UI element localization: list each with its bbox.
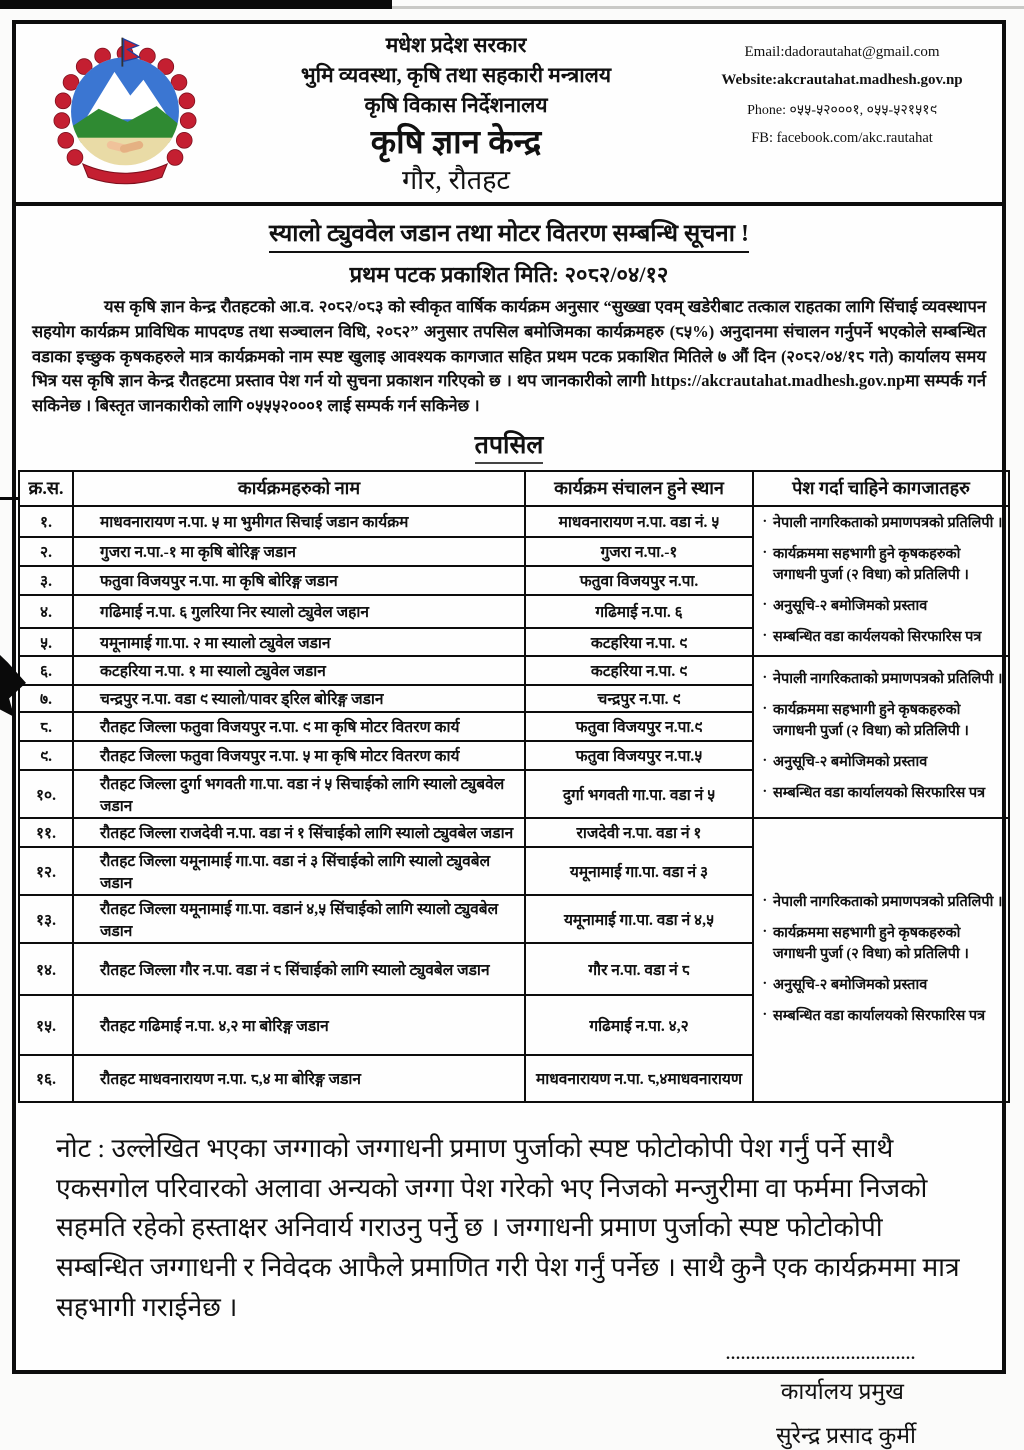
serial-cell: १३. <box>19 895 73 943</box>
program-name-cell: यमूनामाई गा.पा. २ मा स्यालो ट्युवेल जडान <box>73 628 525 656</box>
program-name-cell: रौतहट माधवनारायण न.पा. ८,४ मा बोरिङ्ग जडान <box>73 1055 525 1102</box>
place-cell: फतुवा विजयपुर न.पा.९ <box>525 712 753 741</box>
serial-cell: २. <box>19 537 73 566</box>
contact-phone: Phone: ०५५-५२०००१, ०५५-५२१५१९ <box>747 103 937 118</box>
place-cell: माधवनारायण न.पा. ८,४माधवनारायण <box>525 1055 753 1102</box>
program-name-cell: रौतहट जिल्ला फतुवा विजयपुर न.पा. ५ मा कृषि मोटर वितरण कार्य <box>73 741 525 770</box>
program-name-cell: रौतहट जिल्ला दुर्गा भगवती गा.पा. वडा नं ५ सिचाईको लागि स्यालो ट्युबवेल जडान <box>73 770 525 818</box>
notice-body-paragraph: यस कृषि ज्ञान केन्द्र रौतहटको आ.व. २०८२/०८३ को स्वीकृत वार्षिक कार्यक्रम अनुसार “सुख्खा एवम् खडेरीबाट तत्काल राहतका लागि सिंचाई व्यवस्थापन सहयोग कार्यक्रम प्राविधिक मापदण्ड तथा सञ्चालन विधि, २०८२” अनुसार तपसिल बमोजिमका कार्यक्रमहरु (८५%) अनुदानमा संचालन गर्नुपर्ने भएकोले सम्बन्धित वडाका इच्छुक कृषकहरुले मात्र कार्यक्रमको नाम स्पष्ट खुलाइ आवश्यक कागजात सहित प्रथम पटक प्रकाशित मितिले ७ औं दिन (२०८२/०४/१८ गते) कार्यालय समय भित्र यस कृषि ज्ञान केन्द्र रौतहटमा प्रस्ताव पेश गर्न यो सुचना प्रकाशन गरिएको छ । थप जानकारीको लागी https://akcrautahat.madhesh.gov.npमा सम्पर्क गर्न सकिनेछ । बिस्तृत जानकारीको लागि ०५५५२०००१ लाई सम्पर्क गर्न सकिनेछ । <box>32 297 986 415</box>
serial-cell: ९. <box>19 741 73 770</box>
signature-block <box>56 1346 916 1450</box>
place-cell: फतुवा विजयपुर न.पा. <box>525 566 753 595</box>
serial-cell: १२. <box>19 847 73 895</box>
schedule-heading-text: तपसिल <box>475 427 544 464</box>
serial-cell: १. <box>19 506 73 537</box>
serial-cell: ५. <box>19 628 73 656</box>
notice-title <box>30 216 988 253</box>
directorate-name: कृषि विकास निर्देशनालय <box>364 93 548 118</box>
documents-cell <box>753 506 1009 656</box>
government-emblem-logo <box>30 30 220 198</box>
office-location: गौर, रौतहट <box>401 165 511 195</box>
serial-cell: ६. <box>19 656 73 685</box>
program-name-cell: फतुवा विजयपुर न.पा. मा कृषि बोरिङ्ग जडान <box>73 566 525 595</box>
place-cell: कटहरिया न.पा. ९ <box>525 628 753 656</box>
documents-list <box>762 513 1004 648</box>
place-cell: दुर्गा भगवती गा.पा. वडा नं ५ <box>525 770 753 818</box>
contact-block <box>692 30 992 198</box>
schedule-table-header <box>19 471 1009 506</box>
signatory-name: सुरेन्द्र प्रसाद कुर्मी <box>776 1422 916 1448</box>
column-header-1: कार्यक्रमहरुको नाम <box>73 471 525 506</box>
place-cell: गौर न.पा. वडा नं ८ <box>525 943 753 995</box>
program-name-cell: गढिमाई न.पा. ६ गुलरिया निर स्यालो ट्युवेल जहान <box>73 595 525 628</box>
column-header-0: क्र.स. <box>19 471 73 506</box>
schedule-heading <box>30 427 988 464</box>
document-frame <box>12 20 1006 1448</box>
document-requirement-item: . नेपाली नागरिकताको प्रमाणपत्रको प्रतिलिपी । <box>762 892 1004 913</box>
contact-facebook: FB: facebook.com/akc.rautahat <box>751 130 933 146</box>
program-name-cell: रौतहट जिल्ला यमूनामाई गा.पा. वडा नं ३ सिंचाईको लागि स्यालो ट्युवबेल जडान <box>73 847 525 895</box>
documents-list <box>762 892 1004 1027</box>
signatory-designation: कार्यालय प्रमुख <box>780 1378 904 1404</box>
program-name-cell: चन्द्रपुर न.पा. वडा ९ स्यालो/पावर ड्रिल बोरिङ्ग जडान <box>73 685 525 712</box>
column-header-2: कार्यक्रम संचालन हुने स्थान <box>525 471 753 506</box>
serial-cell: १०. <box>19 770 73 818</box>
program-name-cell: कटहरिया न.पा. १ मा स्यालो ट्युवेल जडान <box>73 656 525 685</box>
scan-artifact-top-bar <box>0 0 392 9</box>
place-cell: गढिमाई न.पा. ६ <box>525 595 753 628</box>
serial-cell: १४. <box>19 943 73 995</box>
serial-cell: १६. <box>19 1055 73 1102</box>
place-cell: यमूनामाई गा.पा. वडा नं ४,५ <box>525 895 753 943</box>
serial-cell: १५. <box>19 995 73 1055</box>
document-requirement-item: . अनुसूचि-२ बमोजिमको प्रस्ताव <box>762 975 1004 996</box>
contact-email: Email:dadorautahat@gmail.com <box>744 44 940 60</box>
letterhead <box>16 24 1002 206</box>
place-cell: गुजरा न.पा.-१ <box>525 537 753 566</box>
place-cell: माधवनारायण न.पा. वडा नं. ५ <box>525 506 753 537</box>
serial-cell: ७. <box>19 685 73 712</box>
note-section <box>16 1103 1002 1450</box>
document-requirement-item: . सम्बन्धित वडा कार्यलयको सिरफारिस पत्र <box>762 627 1004 648</box>
notice-section <box>16 206 1002 464</box>
table-row <box>19 818 1009 847</box>
program-name-cell: रौतहट जिल्ला यमूनामाई गा.पा. वडानं ४,५ सिंचाईको लागि स्यालो ट्युवबेल जडान <box>73 895 525 943</box>
document-requirement-item: . कार्यक्रममा सहभागी हुने कृषकहरुको जगाधनी पुर्जा (२ विधा) को प्रतिलिपी । <box>762 923 1004 965</box>
nepal-emblem-icon <box>46 35 204 193</box>
document-requirement-item: . नेपाली नागरिकताको प्रमाणपत्रको प्रतिलिपी । <box>762 513 1004 534</box>
table-row <box>19 656 1009 685</box>
office-name: कृषि ज्ञान केन्द्र <box>370 124 542 161</box>
document-requirement-item: . कार्यक्रममा सहभागी हुने कृषकहरुको जगाधनी पुर्जा (२ विधा) को प्रतिलिपी । <box>762 544 1004 586</box>
place-cell: चन्द्रपुर न.पा. ९ <box>525 685 753 712</box>
place-cell: कटहरिया न.पा. ९ <box>525 656 753 685</box>
scan-artifact-top-line <box>380 6 1024 9</box>
place-cell: गढिमाई न.पा. ४,२ <box>525 995 753 1055</box>
ministry-name: भुमि व्यवस्था, कृषि तथा सहकारी मन्त्रालय <box>300 63 612 88</box>
letterhead-titles <box>220 30 692 198</box>
document-requirement-item: . कार्यक्रममा सहभागी हुने कृषकहरुको जगाधनी पुर्जा (२ विधा) को प्रतिलिपी । <box>762 700 1004 742</box>
documents-cell <box>753 818 1009 1102</box>
published-date-line: प्रथम पटक प्रकाशित मिति: २०८२/०४/१२ <box>349 262 669 287</box>
place-cell: राजदेवी न.पा. वडा नं १ <box>525 818 753 847</box>
program-name-cell: रौतहट जिल्ला गौर न.पा. वडा नं ८ सिंचाईको लागि स्यालो ट्युवबेल जडान <box>73 943 525 995</box>
note-paragraph: नोट : उल्लेखित भएका जग्गाको जग्गाधनी प्रमाण पुर्जाको स्पष्ट फोटोकोपी पेश गर्नुं पर्ने साथै एकसगोल परिवारको अलावा अन्यको जग्गा पेश गरेको भए निजको मन्जुरीमा वा फर्ममा निजको सहमति रहेको हस्ताक्षर अनिवार्य गराउनु पर्नेु छ । जग्गाधनी प्रमाण पुर्जाको स्पष्ट फोटोकोपी सम्बन्धित जग्गाधनी र निवेदक आफैले प्रमाणित गरी पेश गर्नुं पर्नेछ । साथै कुनै एक कार्यक्रममा मात्र सहभागी गराईनेछ । <box>56 1132 960 1322</box>
program-name-cell: माधवनारायण न.पा. ५ मा भुमीगत सिचाई जडान कार्यक्रम <box>73 506 525 537</box>
program-name-cell: रौतहट जिल्ला फतुवा विजयपुर न.पा. ९ मा कृषि मोटर वितरण कार्य <box>73 712 525 741</box>
document-requirement-item: . सम्बन्धित वडा कार्यालयको सिरफारिस पत्र <box>762 1006 1004 1027</box>
table-row <box>19 506 1009 537</box>
column-header-3: पेश गर्दा चाहिने कागजातहरु <box>753 471 1009 506</box>
documents-cell <box>753 656 1009 818</box>
serial-cell: ४. <box>19 595 73 628</box>
government-name: मधेश प्रदेश सरकार <box>385 32 527 57</box>
program-name-cell: गुजरा न.पा.-१ मा कृषि बोरिङ्ग जडान <box>73 537 525 566</box>
place-cell: फतुवा विजयपुर न.पा.५ <box>525 741 753 770</box>
serial-cell: ३. <box>19 566 73 595</box>
header-row <box>19 471 1009 506</box>
signature-dotted-line: ...................................... <box>726 1345 916 1363</box>
schedule-table <box>18 470 1010 1103</box>
documents-list <box>762 669 1004 804</box>
document-requirement-item: . अनुसूचि-२ बमोजिमको प्रस्ताव <box>762 752 1004 773</box>
notice-title-text: स्यालो ट्युववेल जडान तथा मोटर वितरण सम्बन्धि सूचना ! <box>269 216 749 253</box>
program-name-cell: रौतहट गढिमाई न.पा. ४,२ मा बोरिङ्ग जडान <box>73 995 525 1055</box>
contact-website: Website:akcrautahat.madhesh.gov.np <box>721 72 963 88</box>
scan-artifact-left-tick <box>0 497 20 500</box>
serial-cell: ११. <box>19 818 73 847</box>
serial-cell: ८. <box>19 712 73 741</box>
program-name-cell: रौतहट जिल्ला राजदेवी न.पा. वडा नं १ सिंचाईको लागि स्यालो ट्युवबेल जडान <box>73 818 525 847</box>
place-cell: यमूनामाई गा.पा. वडा नं ३ <box>525 847 753 895</box>
document-requirement-item: . नेपाली नागरिकताको प्रमाणपत्रको प्रतिलिपी । <box>762 669 1004 690</box>
document-requirement-item: . सम्बन्धित वडा कार्यालयको सिरफारिस पत्र <box>762 783 1004 804</box>
document-requirement-item: . अनुसूचि-२ बमोजिमको प्रस्ताव <box>762 596 1004 617</box>
